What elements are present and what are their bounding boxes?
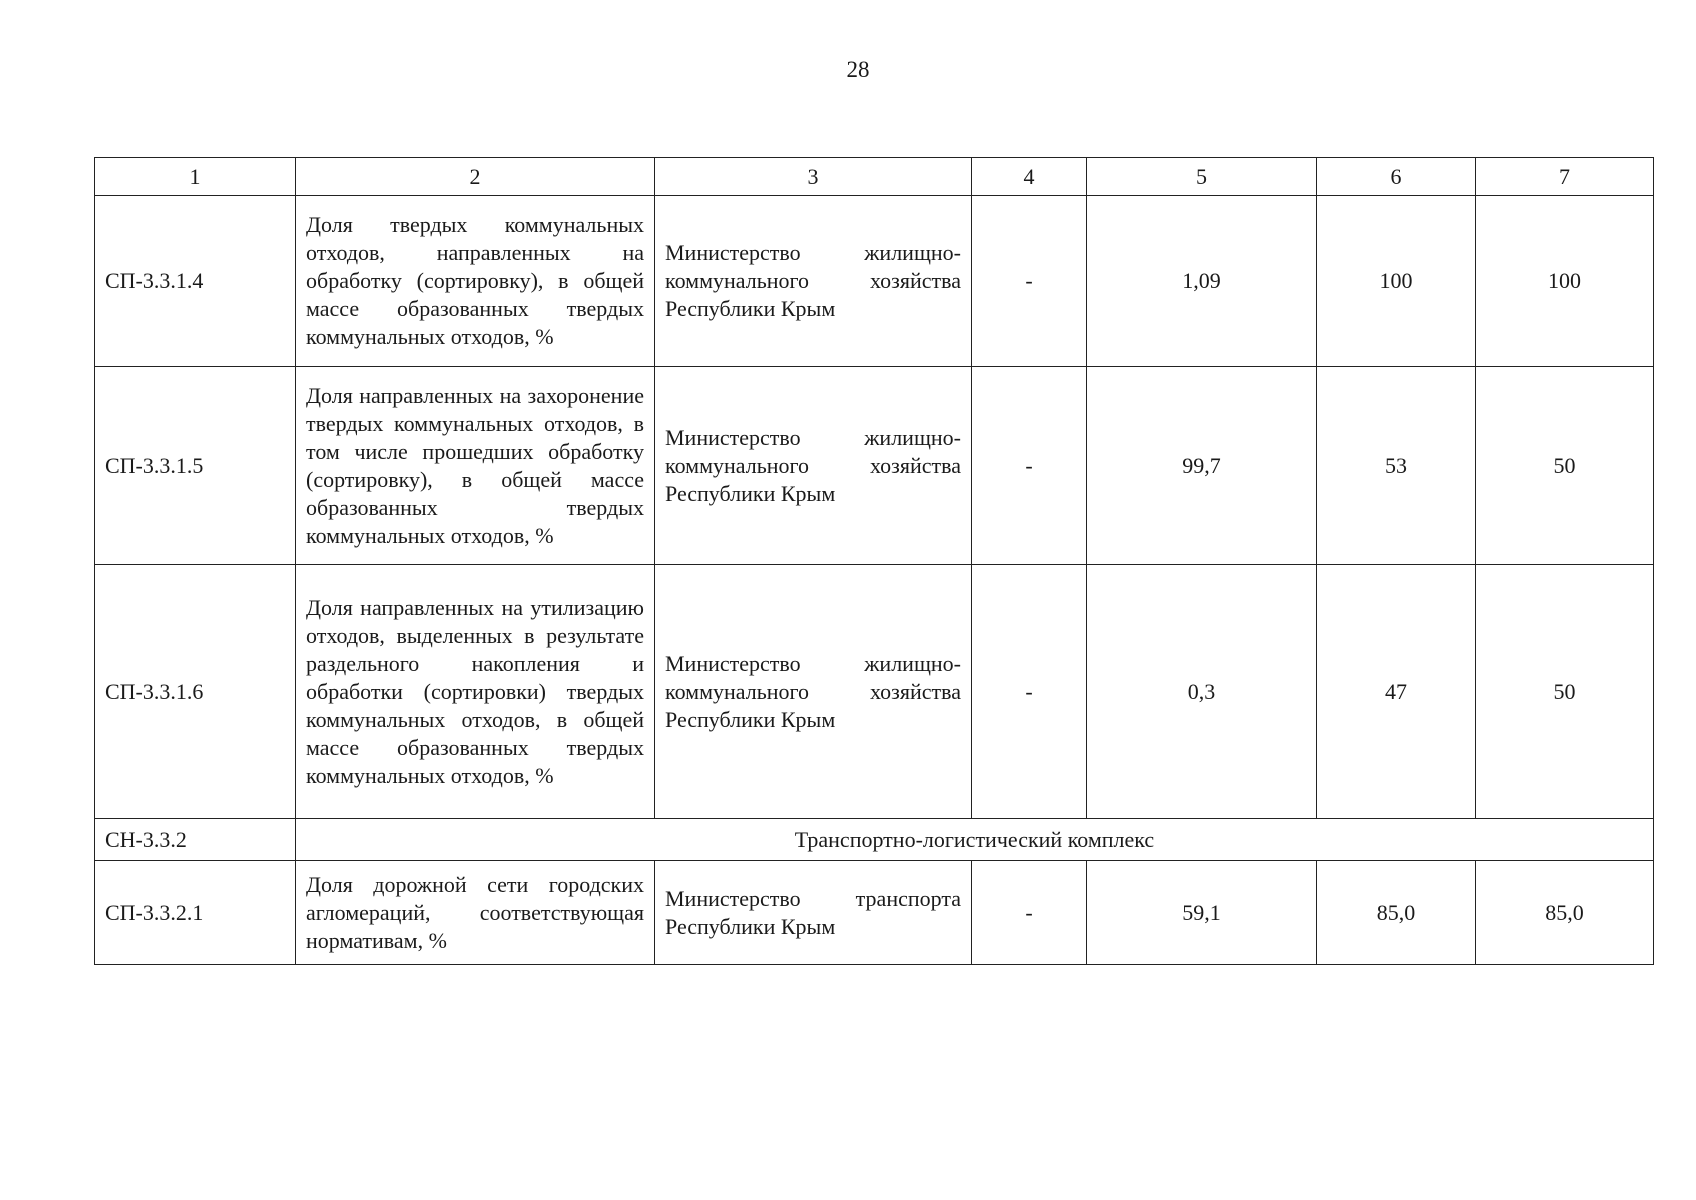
table-row (95, 565, 1654, 819)
table-row (95, 196, 1654, 367)
column-header: 4 (972, 158, 1087, 196)
col7-value: 50 (1476, 367, 1654, 565)
indicators-table (94, 157, 1654, 965)
col5-value: 1,09 (1087, 196, 1317, 367)
indicator-description: Доля направленных на захоронение твердых коммунальных отходов, в том числе прошедших обработку (сортировку), в общей массе образованных твердых коммунальных отходов, % (296, 367, 655, 565)
col5-value: 0,3 (1087, 565, 1317, 819)
col4-value: - (972, 196, 1087, 367)
responsible-ministry: Министерство жилищно-коммунального хозяйства Республики Крым (655, 196, 972, 367)
column-header: 2 (296, 158, 655, 196)
section-title: Транспортно-логистический комплекс (296, 819, 1654, 861)
responsible-ministry: Министерство транспорта Республики Крым (655, 861, 972, 965)
col7-value: 100 (1476, 196, 1654, 367)
col7-value: 50 (1476, 565, 1654, 819)
table-row (95, 861, 1654, 965)
indicator-code: СП-3.3.2.1 (95, 861, 296, 965)
indicator-description: Доля направленных на утилизацию отходов, выделенных в результате раздельного накопления и обработки (сортировки) твердых коммунальных отходов, в общей массе образованных твердых коммунальных отходов, % (296, 565, 655, 819)
col5-value: 99,7 (1087, 367, 1317, 565)
responsible-ministry: Министерство жилищно-коммунального хозяйства Республики Крым (655, 565, 972, 819)
col7-value: 85,0 (1476, 861, 1654, 965)
column-header: 5 (1087, 158, 1317, 196)
section-code: СН-3.3.2 (95, 819, 296, 861)
col6-value: 85,0 (1317, 861, 1476, 965)
col4-value: - (972, 565, 1087, 819)
page-number: 28 (846, 57, 870, 82)
indicator-description: Доля дорожной сети городских агломераций, соответствующая нормативам, % (296, 861, 655, 965)
column-header: 6 (1317, 158, 1476, 196)
indicator-code: СП-3.3.1.5 (95, 367, 296, 565)
col4-value: - (972, 367, 1087, 565)
indicator-code: СП-3.3.1.6 (95, 565, 296, 819)
col4-value: - (972, 861, 1087, 965)
responsible-ministry: Министерство жилищно-коммунального хозяйства Республики Крым (655, 367, 972, 565)
col6-value: 100 (1317, 196, 1476, 367)
table-row (95, 367, 1654, 565)
section-row (95, 819, 1654, 861)
table-header-row (95, 158, 1654, 196)
col6-value: 53 (1317, 367, 1476, 565)
indicator-code: СП-3.3.1.4 (95, 196, 296, 367)
col5-value: 59,1 (1087, 861, 1317, 965)
indicator-description: Доля твердых коммунальных отходов, направленных на обработку (сортировку), в общей массе образованных твердых коммунальных отходов, % (296, 196, 655, 367)
column-header: 3 (655, 158, 972, 196)
col6-value: 47 (1317, 565, 1476, 819)
column-header: 7 (1476, 158, 1654, 196)
column-header: 1 (95, 158, 296, 196)
